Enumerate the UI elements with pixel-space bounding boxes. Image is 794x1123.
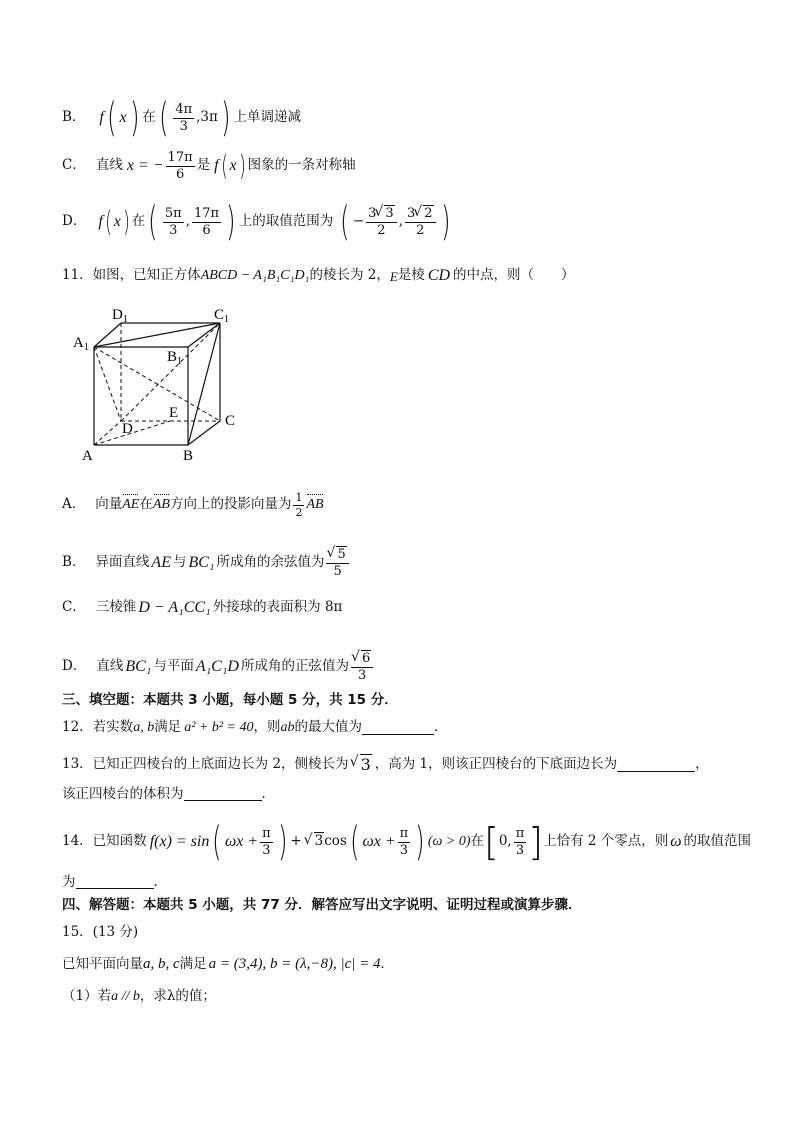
q11-option-a (62, 492, 324, 518)
vectors-abc: a, b, c (143, 956, 180, 972)
plus: + (290, 833, 302, 850)
label-c1: $C_1$ (214, 307, 230, 325)
q11-option-b (62, 548, 351, 578)
option-text: 直线 (96, 658, 124, 675)
stem-text: ，高为 1，则该正四棱台的下底面边长为 (374, 756, 618, 773)
paren-open: ( (212, 819, 222, 865)
option-text: 方向上的投影向量为 (169, 496, 292, 513)
answer-blank[interactable] (617, 759, 695, 772)
option-label: D． (62, 658, 87, 675)
sqrt-3: √ 3 (352, 757, 372, 773)
option-text: 图象的一条对称轴 (247, 157, 356, 174)
fraction: $\frac{4\pi}{3}$ (175, 101, 193, 134)
func-f: f (99, 109, 104, 126)
q14-line1 (62, 819, 752, 865)
stem-text: ，求λ的值； (139, 988, 216, 1005)
fraction: $\frac{17\pi}{6}$ (167, 150, 193, 182)
period: ． (153, 874, 167, 890)
segment-cd: CD (427, 267, 451, 284)
stem-text: 12．若实数 (62, 719, 134, 736)
paren-open: ( (158, 95, 169, 141)
paren-open: ( (349, 819, 360, 865)
segment-bc1: BC₁ (188, 554, 215, 572)
stem-text: 14．已知函数 (62, 833, 147, 850)
parallel-relation: a // b (111, 989, 140, 1004)
point-e: E (389, 268, 398, 284)
period: ． (380, 955, 395, 972)
option-text: 上的取值范围为 (238, 213, 334, 230)
q15-stem (62, 957, 394, 972)
fraction: $\frac{5\pi}{3}$ (164, 205, 182, 238)
interval-start: 0, (498, 833, 512, 850)
bracket-open: [ (483, 820, 499, 864)
omega: ω (670, 833, 682, 850)
stem-text: 上恰有 2 个零点，则 (543, 833, 669, 850)
text-zai: 在 (142, 109, 156, 126)
fraction: $\frac{\pi}{3}$ (515, 825, 525, 858)
fraction: $\frac{1}{2}$ (295, 491, 303, 519)
label-d: D (122, 421, 133, 437)
condition: (ω > 0) (427, 834, 471, 849)
label-a: A (82, 448, 93, 464)
conditions: a = (3,4), b = (λ,−8), |c| = 4 (208, 956, 381, 972)
q11-option-c (62, 600, 342, 616)
fraction: √ $\frac{5}{5}$ (326, 548, 348, 578)
q10-option-b (62, 95, 302, 141)
period: ． (433, 719, 448, 736)
period: ． (261, 786, 275, 802)
text-shi: 是 (196, 157, 211, 174)
section-3-heading: 三、填空题：本题共 3 小题，每小题 5 分，共 15 分． (62, 692, 398, 708)
func-f: f (214, 157, 219, 175)
stem-text: 的最大值为 (294, 719, 362, 736)
label-d1: $D_1$ (112, 307, 128, 325)
paren-close: ) (123, 205, 130, 238)
q13-line1 (62, 757, 709, 773)
option-text: 向量 (95, 496, 123, 513)
q11-option-d (62, 652, 375, 682)
option-label: C． (62, 157, 86, 174)
diag-a1d-hidden (94, 347, 121, 421)
option-label: B． (62, 554, 86, 571)
option-text: 与 (172, 554, 187, 571)
option-label: C． (62, 599, 86, 616)
diag-a1c-hidden (94, 347, 220, 421)
q15-head: 15．(13 分) (62, 924, 139, 940)
paren-close: ) (221, 95, 231, 141)
option-label: A． (62, 496, 86, 513)
cube-name: ABCD − A₁B₁C₁D₁ (200, 268, 310, 283)
paren-open: ( (104, 205, 112, 238)
segment-bc1: BC₁ (125, 658, 152, 676)
vars-ab: a, b (133, 720, 155, 735)
option-label: D． (62, 213, 87, 230)
answer-blank[interactable] (362, 722, 434, 735)
paren-close: ) (226, 199, 236, 245)
text-zai: 在 (131, 213, 146, 230)
segment-ae: AE (151, 554, 171, 572)
diag-c1b (188, 323, 220, 445)
text-zai: 在 (470, 833, 484, 850)
edge-ad-hidden (94, 421, 121, 445)
paren-open: ( (148, 199, 158, 245)
vector-ab: AB (152, 497, 170, 513)
stem-text: 的棱长为 2， (309, 267, 390, 284)
option-text: 所成角的正弦值为 (240, 658, 349, 675)
bracket-close: ] (528, 820, 544, 864)
answer-blank[interactable] (184, 788, 262, 801)
pyramid-name: D − A₁CC₁ (138, 599, 211, 616)
stem-text: 满足 (179, 955, 207, 972)
stem-text: 是棱 (397, 267, 425, 284)
section-4-heading: 四、解答题：本题共 5 小题，共 77 分．解答应写出文字说明、证明过程或演算步骤． (62, 897, 582, 913)
option-text: 在 (139, 496, 153, 513)
option-text: 异面直线 (95, 554, 150, 571)
option-label: B． (62, 109, 86, 126)
label-b1: $B_1$ (167, 349, 183, 367)
paren-close: ) (277, 819, 288, 865)
minus-sign: − (352, 213, 365, 230)
q10-option-c (62, 151, 356, 181)
stem-text: 的中点，则（ ） (453, 267, 575, 284)
fraction: √ $\frac{6}{3}$ (351, 652, 373, 682)
q13-line2 (62, 788, 275, 802)
var-x: x (229, 157, 237, 175)
stem-text: 为 (62, 874, 76, 890)
paren-close: ) (440, 199, 451, 245)
equation: a² + b² = 40 (184, 720, 254, 735)
paren-open: ( (106, 95, 117, 141)
stem-text: 11．如图，已知正方体 (62, 267, 201, 284)
fraction: $\frac{\pi}{3}$ (399, 825, 409, 858)
part-label: （1）若 (62, 988, 112, 1005)
expr: ωx + (224, 833, 259, 850)
stem-text: 满足 (154, 719, 182, 736)
function-def: f(x) = sin (149, 833, 210, 850)
option-text: 三棱锥 (95, 599, 137, 616)
plane-a1c1d: A₁C₁D (195, 658, 239, 676)
var-x: x (113, 213, 121, 230)
q11-stem (62, 268, 575, 284)
label-a1: $A_1$ (73, 335, 89, 353)
option-text: 上单调递减 (233, 109, 302, 126)
cos: cos (324, 833, 347, 850)
paren-close: ) (129, 95, 140, 141)
paren-close: ) (238, 149, 246, 183)
diag-a1c1 (94, 323, 220, 347)
option-text: 所成角的余弦值为 (216, 554, 325, 571)
equation: x = − (126, 157, 164, 175)
vector-ae: AE (122, 497, 140, 513)
option-text: 与平面 (153, 658, 194, 675)
label-e: E (169, 405, 179, 421)
label-c: C (225, 413, 236, 429)
var-x: x (119, 109, 127, 126)
option-text: 外接球的表面积为 8π (212, 599, 343, 616)
comma: ， (695, 756, 709, 773)
fraction: $\frac{\pi}{3}$ (262, 825, 271, 858)
q10-option-d: D． f ( x ) 在 ( $\frac{5\pi}{3}$ , $\frac{17\pi}{6}$ ) 上的取值范围为 ( − $\frac{3√ 3}{2}$ , $\frac{3√ 2}{2}$ ) (62, 202, 453, 242)
stem-text: 已知平面向量 (62, 955, 143, 972)
fraction: $\frac{3√ 3}{2}$ (366, 207, 397, 237)
stem-text: 13．已知正四棱台的上底面边长为 2，侧棱长为 (62, 756, 349, 773)
var-ab: ab (280, 720, 295, 735)
fraction: $\frac{3√ 2}{2}$ (405, 207, 436, 237)
cube-figure (72, 302, 252, 470)
edge-a1d1 (94, 323, 121, 347)
interval-end: ,3π (196, 109, 218, 126)
option-text: 直线 (95, 157, 123, 174)
vector-ab: AB (306, 497, 324, 513)
answer-blank[interactable] (76, 876, 154, 889)
stem-text: 的取值范围 (683, 833, 752, 850)
paren-close: ) (415, 819, 425, 865)
q12 (62, 721, 447, 735)
label-b: B (183, 448, 194, 464)
q14-line2 (62, 876, 167, 890)
sqrt-3: √ 3 (306, 835, 325, 849)
paren-open: ( (220, 149, 228, 183)
expr: ωx + (362, 833, 396, 850)
q15-part1 (62, 990, 216, 1004)
stem-text: ，则 (253, 719, 281, 736)
stem-text: 该正四棱台的体积为 (62, 786, 184, 802)
paren-open: ( (340, 199, 350, 245)
fraction: $\frac{17\pi}{6}$ (194, 205, 220, 238)
func-f: f (98, 213, 103, 230)
